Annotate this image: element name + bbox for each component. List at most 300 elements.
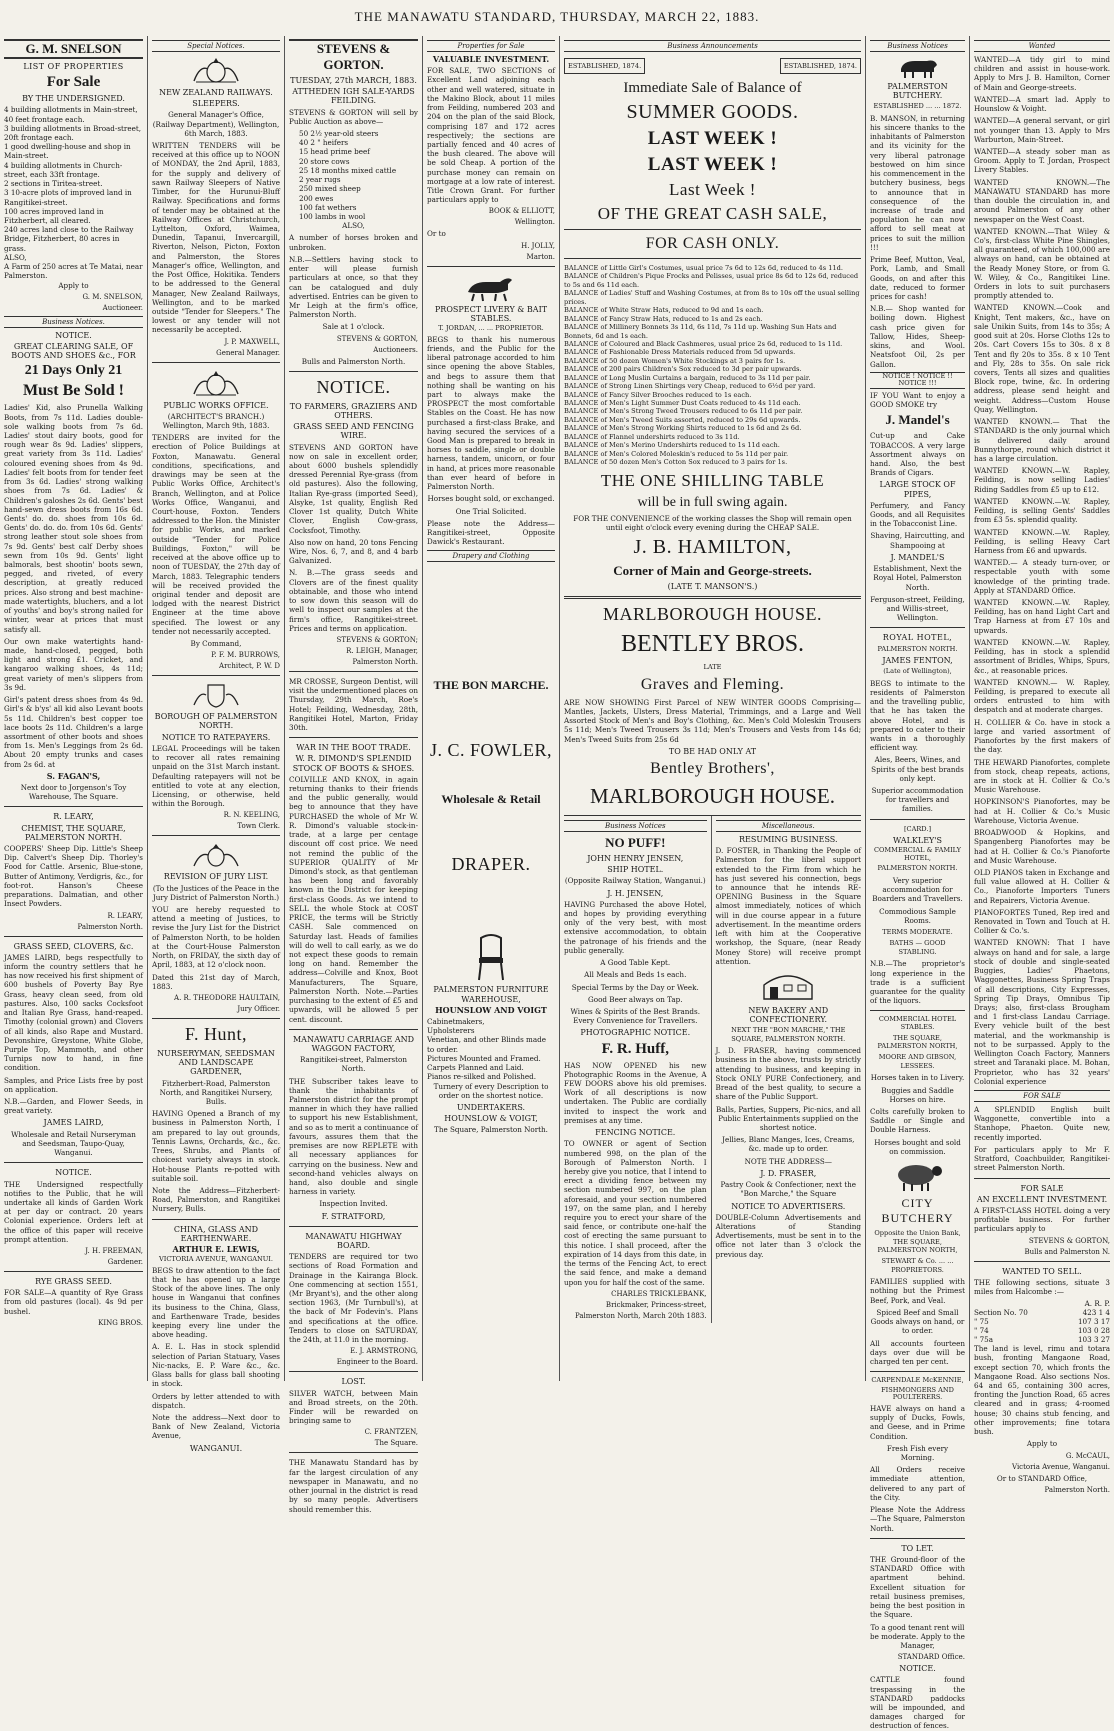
list-item: 100 acres improved land in Fitzherbert, all cleared.	[4, 206, 104, 225]
list-item: BALANCE of 50 dozen Women's White Stockings at 3 pairs for 1s.	[564, 356, 786, 365]
list-item: Upholsterers	[427, 1026, 475, 1036]
huff-name: F. R. Huff,	[601, 1040, 669, 1057]
wanted-sell-heading: WANTED TO SELL.	[1002, 1266, 1082, 1276]
wanted-ad: WANTED.— A steady turn-over, or respectable youth with some knowledge of the printing trade. Apply at STANDARD Office.	[974, 558, 1110, 595]
dated: Dated this 21st day of March, 1883.	[152, 972, 280, 991]
mandel-address: Establishment, Next the Royal Hotel, Palmerston North.	[873, 564, 962, 592]
signature: STEVENS & GORTON;	[336, 635, 418, 644]
wanted-ad: WANTED KNOWN.—Cook and Knight, Tent makers, &c., have on sale Unikin Suits, from 14s to 35s; A good suit at 20s. Horse Cloths 12s to 20s. Cart Covers 15s to 30s. 8 x 8 Tent and fly 20s to 35s. 8 x 10 Tent and Fly, 28s to 35s. On sale rick covers, Tents all sizes and qualities Block rope, twine, &c. In ordering address, please send height and weight. Address—Custom House Quay, Wellington.	[974, 303, 1110, 414]
section-header: Drapery and Clothing	[427, 550, 555, 562]
jordan-text: BEGS to thank his numerous friends, and the Public for the liberal patronage accorded to him since opening the above Stables, and begs to assure them that nothing shall be wanting on his part to always make the PROSPECT the most comfortable Stables on the Coast. He has now purchased a first-class Brake, and having secured the services of a Good Man is prepared to break in horses to saddle, single or double harness, tandem, unicorn, or four in hand, at prices more reasonable than ever heard of before in Palmerston North.	[427, 334, 555, 492]
sale-date: TUESDAY, 27th MARCH, 1883.	[290, 76, 417, 85]
list-item: Cabinetmakers,	[427, 1017, 485, 1027]
royal-crest-icon	[152, 368, 280, 398]
mandel-2: J. MANDEL'S	[890, 552, 945, 562]
section-header: FOR SALE	[974, 1090, 1110, 1102]
bought-sold: Horses bought and sold on commission.	[874, 1137, 961, 1156]
furniture-heading: PALMERSTON FURNITURE WAREHOUSE,	[433, 985, 549, 1004]
sleepers-text: WRITTEN TENDERS will be received at this office up to NOON of MONDAY, the 2nd April, 1883, for the supply and delivery of sawn Railway Sleepers of Native Timber, for the Hurunui-Bluff Railway. Specifications and forms of tender may be obtained at the Railway Offices at Christchurch, Lyttelton, Oxford, Waimea, Dunedin, Tapanui, Invercargill, Riverton, Nelson, Picton, Foxton and Palmerston, the Stores Manager's office, Wellington, and the Post Office, Hokitika. Tenders to be addressed to the General Manager, New Zealand Railways, Wellington, and to be marked outside "Tender for Sleepers." The lowest or any tender will not necessarily be accepted.	[152, 141, 280, 335]
city-butchery: CITY BUTCHERY	[881, 1196, 954, 1226]
opposite: (Opposite Railway Station, Wanganui.)	[564, 876, 706, 886]
samples-text: Samples, and Price Lists free by post on application.	[4, 1075, 143, 1094]
valuable-text: FOR SALE, TWO SECTIONS of Excellent Land adjoining each other and well watered, situate in the Makino Block, about 11 miles from Feilding, numbered 203 and 204 on the plan of the said Block, comprising 187 and 172 acres respectively; the sections are partially fenced and 40 acres of the bush cleared. The above will be sold Cheap. A portion of the purchase money can remain on mortgage at a low rate of interest. Title Crown Grant. For further particulars apply to	[427, 66, 555, 205]
meals: All Meals and Beds 1s each.	[584, 970, 687, 980]
list-item: 20 store cows	[299, 156, 350, 166]
signature-role: Gardener.	[107, 1258, 143, 1267]
signature-place: Bulls and Palmerston North.	[301, 356, 406, 366]
ship-hotel: SHIP HOTEL.	[607, 865, 664, 875]
photo-heading: PHOTOGRAPHIC NOTICE.	[580, 1028, 691, 1038]
chair-icon	[427, 932, 555, 982]
wholesale-retail: Wholesale & Retail	[441, 792, 541, 807]
bentley-bros: BENTLEY BROS.	[620, 631, 805, 658]
list-item: BALANCE of Men's Light Summer Dust Coats reduced to 4s 11d each.	[564, 399, 801, 407]
list-item: 250 mixed sheep	[299, 184, 361, 194]
apply-label: Apply to	[1026, 1439, 1058, 1449]
girls-text: Girl's patent dress shoes from 4s 9d. Girl's & b'ys' all kid also Levant boots 5s 11d. Children's best copper toe lace boots 2s 11d. Children's a large assortment of other boots and shoes from 1s. Men's Leggings from 2s 6d. About 20 empty trunks and cases from 2s 6d. at	[4, 695, 143, 769]
sections-text: The land is level, rimu and totara bush, fronting Mangaone Road, except section 70, which fronts the Mangaone Road. Also sections Nos. 64 and 65, containing 300 acres, fronting the Junction Road, 65 acres cleared and in grass; 4-roomed house; 30 chains stub fencing, and other improvements; fine totara bush.	[974, 1344, 1110, 1437]
laird-name: JAMES LAIRD,	[43, 1118, 104, 1128]
rate-text: LEGAL Proceedings will be taken to recover all rates remaining unpaid on the 31st March instant. Defaulting ratepayers will not be entitled to vote at any election, Licensing, or otherwise, held within the Borough.	[152, 743, 280, 809]
section-label: " 75a	[974, 1335, 994, 1345]
list-item: BALANCE of Men's Strong Working Shirts reduced to 1s 6d and 2s 6d.	[564, 424, 802, 433]
last-week-1: LAST WEEK !	[647, 128, 778, 149]
signature-role: Town Clerk.	[237, 822, 280, 831]
list-item: 50 2½ year-old steers	[299, 129, 379, 138]
list-item: BALANCE of Long Muslin Curtains a bargain, reduced to 3s 11d per pair.	[564, 373, 811, 382]
column-4	[423, 36, 560, 1381]
next-bon: NEXT THE "BON MARCHE," THE SQUARE, PALMERSTON NORTH.	[731, 1026, 846, 1043]
foster-text: D. FOSTER, in Thanking the People of Palmerston for the liberal support extended to the Firm from which he has just severed his connection, begs to announce that he intends RE-OPENING Business in the Square almost immediately, notices of which will in due course appear in a future advertisement. In the meantime orders left with him at the Cooperative workshop, the Square, (near Ready Money Store) will receive prompt attention.	[715, 846, 861, 966]
signature-place: The Square.	[374, 1439, 418, 1448]
investment-heading: AN EXCELLENT INVESTMENT.	[976, 1194, 1108, 1204]
list-item: 3 10-acre plots of improved land in Rangitikei-street.	[4, 188, 132, 207]
wire-text: Also now on hand, 20 tons Fencing Wire, Nos. 6, 7, and 8, and 4 barb Galvanized.	[289, 537, 418, 566]
graves-fleming: Graves and Fleming.	[640, 675, 785, 693]
pwo-text: TENDERS are invited for the erection of Police Buildings at Foxton, Manawatu. General conditions, specifications, and drawings may be seen at the Public Works Office, Architect's Branch, Wellington, and at Police Works Office, Wanganui, and Court-house, Foxton. Tenders addressed to the Hon. the Minister for public Works, and marked outside "Tender for Police Buildings, Foxton," will be received at the above office up to noon of TUESDAY, the 27th day of March, 1883. Telegraphic tenders will be received provided the original tender and deposit are lodged with the nearest District Engineer at the time above specified. The lowest or any tender not necessarily accepted.	[152, 433, 280, 636]
nb-garden-text: N.B.—Garden, and Flower Seeds, in great variety.	[4, 1097, 143, 1116]
or-standard: Or to STANDARD Office,	[996, 1473, 1088, 1483]
marlborough-house: MARLBOROUGH HOUSE.	[589, 783, 836, 808]
signature-manager: R. LEIGH, Manager,	[346, 646, 418, 655]
column-1	[0, 36, 148, 1381]
smoke-text: IF YOU Want to enjoy a GOOD SMOKE try	[870, 390, 965, 410]
property-list	[4, 105, 143, 280]
wanted-ad: BROADWOOD & Hopkins, and Spangenberg Pianofortes may be had at H. Collier & Co.'s Pianoforte and Music Warehouse.	[974, 828, 1110, 865]
signature: R. N. KEELING,	[223, 811, 280, 820]
lewis-name: ARTHUR E. LEWIS,	[172, 1243, 260, 1254]
list-item: Venetian, and other Blinds made to order.	[427, 1035, 546, 1054]
section-header: Wanted	[974, 40, 1110, 52]
fraser-name: J. D. FRASER,	[760, 1168, 817, 1178]
by-command: By Command,	[190, 639, 242, 649]
fraser-text: J. D. FRASER, having commenced business in the above, trusts by strictly attending to business, and keeping in Stock ONLY PURE Confectionery, and Bread of the best quality, to secure a share of the Public Support.	[715, 1046, 861, 1102]
hotel-text: A FIRST-CLASS HOTEL doing a very profitable business. For further particulars apply to	[974, 1205, 1110, 1234]
lewis-address: VICTORIA AVENUE, WANGANUI.	[158, 1255, 274, 1264]
ferguson-text: Ferguson-street, Feilding, and Willis-street, Wellington.	[870, 594, 965, 623]
royal-crest-icon	[152, 841, 280, 869]
list-item: 240 acres land close to the Railway Bridge, Fitzherbert, 80 acres in grass.	[4, 225, 134, 253]
wines: Wines & Spirits of the Best Brands. Every Convenience for Travellers.	[570, 1006, 700, 1026]
list-title: LIST OF PROPERTIES	[23, 62, 124, 71]
undertakers: UNDERTAKERS.	[456, 1102, 526, 1112]
list-item: BALANCE of Little Girl's Costumes, usual price 7s 6d to 12s 6d, reduced to 4s 11d.	[564, 264, 843, 272]
signature: G. McCAUL,	[1065, 1451, 1110, 1460]
wanted-ad: WANTED KNOWN.—W. Rapley, Feilding, is selling Heavy Cart Harness from £6 and upwards.	[974, 527, 1110, 555]
nb-text-2: N. B.—The grass seeds and Clovers are of the finest quality obtainable, and those who intend to sow down this season will do well to inspect our samples at the firm's office, Rangitikei-street. Prices and terms on application.	[289, 568, 418, 633]
list-item: BALANCE of Flannel undershirts reduced to 3s 11d.	[564, 432, 740, 441]
list-item: BALANCE of Children's Pique Frocks and Pelisses, usual price 8s 6d to 12s 6d, reduced to 5s and 6s 11d each.	[564, 272, 859, 289]
let-text: THE Ground-floor of the STANDARD Office with apartment behind. Excellent situation for retail business premises, being the best position in the Square.	[870, 1554, 965, 1620]
signature-date: Palmerston North, March 20th 1883.	[574, 1311, 707, 1320]
section-label: Section No. 70	[974, 1308, 1028, 1318]
for-sale-heading: FOR SALE	[1020, 1183, 1064, 1193]
fishmongers: FISHMONGERS AND POULTERERS.	[881, 1385, 954, 1402]
signature-role: Jury Officer.	[237, 1004, 280, 1013]
list-item: BALANCE of Coloured and Black Cashmeres, usual price 2s 6d, reduced to 1s 11d.	[564, 339, 843, 348]
buggies: Buggies and Saddle Horses on hire.	[881, 1085, 954, 1104]
signature-role: Auctioneers.	[373, 345, 418, 354]
moore-gibson: MOORE AND GIBSON, LESSEES.	[878, 1053, 957, 1070]
jury-heading: REVISION OF JURY LIST.	[163, 872, 269, 882]
superior-text: Superior accommodation for travellers and families.	[871, 786, 964, 814]
sub-column-left	[564, 816, 712, 1323]
for-sale-heading: For Sale	[46, 74, 101, 91]
list-item: 100 fat wethers	[299, 202, 357, 212]
signature-address: Victoria Avenue, Wanganui.	[1012, 1462, 1110, 1471]
carriage-heading: MANAWATU CARRIAGE AND WAGGON FACTORY,	[292, 1034, 415, 1053]
days-heading: 21 Days Only 21	[24, 363, 123, 379]
very-superior: Very superior accommodation for Boarders and Travellers.	[872, 875, 963, 904]
crosse-text: MR CROSSE, Surgeon Dentist, will visit the undermentioned places on Thursday, 29th March, Roe's Hotel; Feilding, Wednesday, 28th, Rangitikei Hotel, Marton, Friday 30th.	[289, 676, 418, 733]
sheep-icon	[870, 1159, 965, 1193]
to-let: TO LET.	[901, 1543, 934, 1553]
please-note: Please Note the Address—The Square, Palmerston North.	[870, 1505, 965, 1533]
bakery-heading: NEW BAKERY AND CONFECTIONERY.	[748, 1006, 829, 1025]
signature: J. H. FREEMAN,	[85, 1247, 143, 1256]
gm-office: General Manager's Office, (Railway Department), Wellington, 6th March, 1883.	[152, 110, 280, 138]
royal-place: PALMERSTON NORTH.	[877, 644, 958, 653]
fenton-name: JAMES FENTON,	[882, 656, 953, 665]
dimond-heading: W. R. DIMOND'S SPLENDID STOCK OF BOOTS & SHOES.	[292, 754, 415, 773]
table-row	[974, 1326, 1110, 1335]
carriage-address: Rangitikei-street, Palmerston North.	[299, 1055, 408, 1074]
shoes-text: Ladies' Kid, also Prunella Walking Boots, from 7s 11d. Ladies double-sole walking boots from 7s 6d. Ladies' stout dairy boots, good for rough wear 8s 9d. Ladies' slippers, great variety from 3s 11d. Ladies' coloured evening shoes from 4s 9d. Ladies' felt boots from for tender feet from 3s 6d. Ladies' strong walking shoes from 7s 6d. Ladies' & Children's galoshes 2s 6d. Gents' best hand-sewn dress boots from 16s 6d. Gents' do. do. shoes from 10s 6d. Gents' do. do. do. from 10s 6d. Gents' strong leather stout sole shoes from 7s 9d. Gents' best calf Derby shoes sewn from 10s 9d. Gents' light balmorals, best shootin' boots sewn, pegged, and riveted, of every description, at greatly reduced prices. Also strong and best machine-made watertights, bluchers, and a lot of youths' and boy's strong nailed for winter, wear at prices that must satisfy all.	[4, 403, 143, 634]
chemist-heading: CHEMIST, THE SQUARE, PALMERSTON NORTH.	[21, 823, 126, 842]
notice-heading: NOTICE.	[899, 1664, 936, 1674]
list-item: A Farm of 250 acres at Te Matai, near Palmerston.	[4, 262, 143, 281]
wanted-ad: WANTED—A tidy girl to mind children and assist in house-work. Apply to Mrs J. B. Hamilton, Corner of Main and George-streets.	[974, 55, 1110, 92]
list-item: BALANCE of Ladies' Stuff and Washing Costumes, at from 8s to 10s off the usual selling prices.	[564, 289, 860, 306]
must-sold-heading: Must Be Sold !	[23, 382, 124, 400]
list-item: 15 head prime beef	[299, 147, 370, 157]
great-cash-sale: OF THE GREAT CASH SALE,	[597, 204, 828, 223]
tenant-text: To a good tenant rent will be moderate. Apply to the Manager,	[870, 1622, 965, 1650]
war-heading: WAR IN THE BOOT TRADE.	[296, 743, 411, 753]
mandel-text: Cut-up and Cake TOBACCOS. A very large Assortment always on hand. Also, the best Brands of Cigars.	[870, 431, 965, 478]
freeman-text: THE Undersigned respectfully notifies to the Public, that he will undertake all kinds of Garden Work at per day or contract. 20 years Colonial experience. Orders left at the office of this paper will receive prompt attention.	[4, 1179, 143, 1244]
list-item: 40 2 " heifers	[299, 138, 349, 148]
prime-text: Prime Beef, Mutton, Veal, Pork, Lamb, and Small Goods, on and after this date, reduced to former prices for cash!	[870, 255, 965, 301]
wanted-ad: WANTED—A general servant, or girl not younger than 13. Apply to Mrs Warburton, Main-Street.	[974, 116, 1110, 144]
list-item: BALANCE of Strong Linen Shirtings very Cheap, reduced to 6½d per yard.	[564, 382, 816, 391]
wanted-ad: H. COLLIER & Co. have in stock a large and varied assortment of Pianofortes by the first makers of the day.	[974, 717, 1110, 755]
special-terms: Special Terms by the Day or Week.	[571, 982, 699, 992]
livery-heading: PROSPECT LIVERY & BAIT STABLES.	[434, 304, 548, 323]
fenton-text: BEGS to intimate to the residents of Palmerston and the travelling public, that he has taken the above Hotel, and is prepared to cater to their wants in a thoroughly efficient way.	[870, 678, 965, 753]
lost-text: SILVER WATCH, between Main and Broad streets, on the 20th. Finder will be rewarded on bringing same to	[289, 1388, 418, 1426]
hunt-address: Fitzherbert-Road, Palmerston North, and Rangitikei Nursery, Bulls.	[159, 1078, 273, 1106]
fs-apply: For particulars apply to Mr F. Stratford, Coachbuilder, Rangitikei-street Palmerston North.	[974, 1144, 1110, 1173]
highway-heading: MANAWATU HIGHWAY BOARD.	[305, 1231, 402, 1250]
advertisers-heading: NOTICE TO ADVERTISERS.	[731, 1201, 846, 1211]
laird-address: Wholesale and Retail Nurseryman and Seedsman, Taupo-Quay, Wanganui.	[11, 1129, 136, 1158]
grass-seed-text: STEVENS AND GORTON have now on sale in excellent order, about 6000 bushels splendidly dressed Perennial Rye-grass (from old pastures). Also the following, Italian Rye-grass (imported Seed), Alsyke, 1st quality, English Red Clover 1st quality, Dutch White Clover, English Cow-grass, Cocksfoot, Timothy.	[289, 442, 418, 535]
commercial-heading: COMMERCIAL & FAMILY HOTEL,	[873, 846, 961, 862]
list-item: BALANCE of Millinery Bonnets 3s 11d, 6s 11d, 7s 11d up. Washing Sun Hats and Bonnets, 6d and 1s each.	[564, 323, 837, 340]
signature: R. LEARY,	[107, 911, 143, 920]
stewart: STEWART & Co. ... ... PROPRIETORS.	[881, 1257, 954, 1274]
borough-crest-icon	[152, 681, 280, 709]
arch-branch: (ARCHITECT'S BRANCH.) Wellington, March 9th, 1883.	[162, 411, 270, 431]
butchery-heading: PALMERSTON BUTCHERY.	[887, 82, 948, 101]
hunt-name: F. Hunt,	[184, 1023, 248, 1044]
signature: J. P. MAXWELL,	[224, 337, 280, 346]
for-cash-only: FOR CASH ONLY.	[645, 235, 780, 252]
lewis-text: BEGS to draw attention to the fact that he has opened up a large Stock of the above lines. The only house in Wanganui that confines its business to the China, Glass, and Earthenware Trade, besides keeping every line under the above heading.	[152, 1265, 280, 1340]
signature: E. J. ARMSTRONG,	[350, 1347, 418, 1356]
lewis-text-2: A. E. L. Has in stock splendid selection of Parian Statuary, Vases Nic-nacks, E. P. Ware &c., &c. Glass balls for glass ball shooting in stock.	[152, 1342, 280, 1389]
ales-text: Ales, Beers, Wines, and Spirits of the best brands only kept.	[871, 755, 964, 783]
stables-address: THE SQUARE, PALMERSTON NORTH,	[877, 1033, 958, 1050]
section-header: Business Notices.	[4, 316, 143, 328]
sg-text: STEVENS & GORTON will sell by Public Auction as above—	[289, 107, 418, 126]
lewis-note: Note the address—Next door to Bank of New Zealand, Victoria Avenue,	[152, 1413, 280, 1441]
stratford-name: F. STRATFORD,	[321, 1211, 386, 1221]
section-value: 103 3 27	[1077, 1335, 1110, 1345]
wanted-ad: OLD PIANOS taken in Exchange and full value allowed at H. Collier & Co., Pianoforte Importers Tuners and Repairers, Victoria Avenue.	[974, 867, 1110, 905]
list-item: 100 lambs in wool	[299, 211, 366, 221]
bakery-icon	[716, 969, 861, 1003]
late-label: LATE	[703, 663, 722, 672]
terms-moderate: TERMS MODERATE.	[882, 928, 953, 936]
notice-bar: NOTICE ! NOTICE !! NOTICE !!!	[870, 372, 965, 389]
nzr-heading: NEW ZEALAND RAILWAYS.	[159, 88, 273, 97]
or-to: Or to	[427, 229, 446, 239]
good-table: A Good Table Kept.	[600, 958, 671, 968]
list-item: Pictures Mounted and Framed.	[427, 1053, 541, 1063]
list-item: 4 building allotments in Main-street, 40 feet frontage each.	[4, 105, 138, 124]
shaving-text: Shaving, Haircutting, and Shampooing at	[870, 531, 965, 550]
list-item: Pianos re-silked and Polished.	[427, 1072, 536, 1082]
convenience-text: FOR THE CONVENIENCE of the working classes the Shop will remain open until eight o'clock every evening during the CHEAP SALE.	[573, 513, 852, 532]
clearing-heading: GREAT CLEARING SALE, OF BOOTS AND SHOES &c., FOR	[11, 341, 136, 361]
list-item: BALANCE of Men's Colored Moleskin's reduced to 5s 11d per pair.	[564, 449, 789, 458]
snelson-firm: G. M. SNELSON	[4, 39, 143, 59]
jury-to: (To the Justices of the Peace in the Jury District of Palmerston North.)	[152, 883, 280, 902]
section-header: Business Announcements	[564, 40, 861, 52]
wanted-ad: WANTED KNOWN.—W. Rapley, Feilding, has on hand Light Cart and Trap Harness at from £7 10s and upwards.	[974, 598, 1110, 635]
draper-heading: DRAPER.	[451, 854, 531, 875]
section-label: " 75	[974, 1317, 989, 1327]
masthead: THE MANAWATU STANDARD, THURSDAY, MARCH 22, 1883.	[354, 9, 760, 24]
card-label: [CARD.]	[903, 824, 932, 833]
wanted-ad: WANTED KNOWN.—W. Rapley, Feilding, has in stock a splendid assortment of Bridles, Whips, Spurs, &c., at reasonable prices.	[974, 637, 1110, 675]
signature-place: Bulls and Palmerston N.	[1024, 1247, 1110, 1256]
full-swing: will be in full swing again.	[637, 494, 788, 510]
cattle-text: CATTLE found trespassing in the STANDARD paddocks will be impounded, and damages charged for destruction of fences.	[870, 1675, 965, 1731]
sample-rooms: Commodious Sample Rooms.	[879, 906, 956, 925]
walkley-nb: N.B.—The proprietor's long experience in the trade is a sufficient guarantee for the quality of the liquors.	[870, 959, 965, 1006]
list-item: BALANCE of White Straw Hats, reduced to 9d and 1s each.	[564, 306, 764, 315]
signature-role: Brickmaker, Princess-street,	[605, 1300, 707, 1309]
highway-text: TENDERS are required tor two sections of Road Formation and Drainage in the Kairanga Block. One commencing at section 1551, (Mr Bryant's), and the other along section 1963, (Mr Turnbull's), at the back of Mr Fodevin's. Plans and specifications at the office. Tenders to close on SATURDAY, the 24th, at 11.0 in the morning.	[289, 1252, 418, 1345]
section-label: " 74	[974, 1326, 989, 1336]
signature: C. FRANTZEN,	[364, 1428, 418, 1437]
bentley-brothers: Bentley Brothers',	[650, 759, 775, 777]
signature-role: General Manager.	[216, 348, 280, 357]
summer-goods: SUMMER GOODS.	[626, 101, 799, 123]
own-make-text: Our own make watertights hand-made, hand-closed, pegged, both light and strong £1. Cricket, and kangaroo walking shoes, 4s 11d; great variety of men's slippers from 3s 9d.	[4, 636, 143, 692]
stables-heading: COMMERCIAL HOTEL STABLES.	[878, 1015, 957, 1031]
orders-text: All Orders receive immediate attention, delivered to any part of the City.	[870, 1465, 965, 1502]
wanted-ad: WANTED—A steady sober man as Groom. Apply to T. Jordan, Prospect Livery Stables.	[974, 146, 1110, 175]
bull-icon	[870, 55, 965, 79]
established-right: ESTABLISHED, 1874.	[780, 58, 861, 74]
wanted-ad: WANTED KNOWN.— That the STANDARD is the only journal which is delivered daily around Bunnythorpe, round which district it has a large circulation.	[974, 417, 1110, 463]
balls-text: Balls, Parties, Suppers, Pic-nics, and all Public Entertainments supplied on the shortest notice.	[715, 1104, 861, 1133]
trades-list	[427, 1017, 555, 1082]
carp-text: HAVE always on hand a supply of Ducks, Fowls, and Geese, and in Prime Condition.	[870, 1403, 965, 1441]
wanganui: WANGANUI.	[189, 1443, 243, 1453]
list-item: BALANCE of Men's Tweed Suits assorted, reduced to 29s 6d upwards.	[564, 415, 801, 424]
signature-role: Auctioneer.	[102, 303, 143, 312]
wanted-ad: WANTED KNOWN: That I have always on hand and for sale, a large stock of double and single-seated Buggies, Ladies' Phaetons, Waggonettes, Business Spring Traps of all descriptions, City Expresses, Spring Tip Drays, Omnibus Tip Drays; also, first-class Brougham and 1 first-class Landau Carriage. Every vehicle built of the best material, and the workmanship is not to be surpassed. Apply to the Wellington Coach Factory, Manners street and Taranaki place. M. Bohan, Proprietor, who has 32 years' Colonial experience	[974, 938, 1110, 1086]
jensen-2: J. H. JENSEN,	[607, 888, 664, 898]
nb-text: N.B.—Settlers having stock to enter will please furnish particulars at once, so that they can be catalogued and duly advertised. Entries can be given to Mr Leigh at the firm's office, Palmerston North.	[289, 254, 418, 320]
bon-marche: THE BON MARCHE.	[433, 678, 549, 693]
last-week-2: LAST WEEK !	[647, 154, 778, 175]
fencing-text: TO OWNER or agent of Section numbered 998, on the plan of the Borough of Palmerston North. I hereby give you notice, that I intend to erect a dividing fence between my section numbered 997, on the plan aforesaid, and your section numbered 197, on the same plan, and I hereby require you to erect your share of the said fence, or contribute one-half the cost of erecting the same pursuant to this notice. I shall proceed, after the expiration of 14 days from this date, in the terms of the Fencing Act, to erect the said fence, and make a demand upon you for half the cost of the same.	[564, 1139, 707, 1287]
section-value: 423 1 4	[1082, 1308, 1110, 1318]
sale-at: Sale at 1 o'clock.	[322, 322, 385, 332]
horses-bought: Horses bought sold, or exchanged.	[427, 494, 555, 504]
balance-list	[564, 264, 861, 467]
column-2	[148, 36, 285, 1453]
by-undersigned: BY THE UNDERSIGNED.	[22, 94, 125, 104]
no-puff: NO PUFF!	[605, 834, 666, 850]
section-header: Properties for Sale	[427, 40, 555, 52]
notice-heading: NOTICE.	[55, 330, 92, 340]
list-item: 4 building allotments in Church-street, each 33ft frontage.	[4, 160, 123, 179]
signature: KING BROS.	[98, 1318, 143, 1327]
valuable-heading: VALUABLE INVESTMENT.	[432, 54, 550, 64]
hunt-sub: NURSERYMAN, SEEDSMAN AND LANDSCAPE GARDENER,	[157, 1048, 275, 1077]
corner-streets: Corner of Main and George-streets.	[613, 562, 812, 578]
section-header: Business Notices	[564, 820, 707, 832]
wanted-ad: HOPKINSON'S Pianofortes, may be had at H. Collier & Co.'s Music Warehouse, Victoria Avenue.	[974, 797, 1110, 825]
sections-header	[974, 1299, 1110, 1308]
fs-text: A SPLENDID English built Waggonette, convertible into a Stanhope, Phaeton. Quite new, recently imported.	[974, 1104, 1110, 1142]
fencing-heading: FENCING NOTICE.	[595, 1128, 676, 1138]
signature-place: Marton.	[526, 252, 555, 261]
signature-place: Palmerston North.	[77, 922, 143, 931]
sale-yards: ATTHEDEN IGH SALE-YARDS FEILDING.	[292, 87, 415, 106]
ratepayers-heading: NOTICE TO RATEPAYERS.	[161, 732, 271, 742]
perfumery-text: Perfumery, and Fancy Goods, and all Requisites in the Tobacconist Line.	[870, 500, 965, 529]
spiced-text: Spiced Beef and Small Goods always on hand, or to order.	[870, 1307, 965, 1336]
colts: Colts carefully broken to Saddle or Single and Double Harness.	[870, 1106, 965, 1135]
list-item: ALSO,	[4, 252, 27, 262]
fagan-address: Next door to Jorgenson's Toy Warehouse, The Square.	[20, 783, 127, 802]
wanted-ad: WANTED—A smart lad. Apply to Hounslow & Voight.	[974, 94, 1110, 114]
note-address: NOTE THE ADDRESS—	[744, 1156, 832, 1166]
jensen-name: JOHN HENRY JENSEN,	[587, 853, 684, 863]
to-be-had: TO BE HAD ONLY AT	[668, 746, 757, 756]
nb-text: N.B.— Shop wanted for boiling down. Highest cash price given for Tallow, Hides, Sheep-skins, and Wool. Neatsfoot Oil, 2s per Gallon.	[870, 304, 965, 369]
list-item: 200 ewes	[299, 193, 334, 203]
notice-heading: NOTICE.	[55, 1168, 92, 1178]
dimond-text: COLVILLE AND KNOX, in again returning thanks to their friends and the public generally, would beg to announce that they have PURCHASED the whole of Mr W. R. Dimond's valuable stock-in-trade, at a large per centage discount off cost price. We need not remind the public of the SUPERIOR QUALITY of Mr Dimond's stock, as that gentleman has been long and favorably known in the District for keeping first-class Goods. As we intend to SELL the whole Stock at COST PRICE, the terms will be Strictly CASH. Sale commenced on Saturday last. Heads of families will do well to call early, as we do not expect these goods to remain long on hand. Remember the address—Colville and Knox, Boot Manufacturers, The Square, Palmerston North. Note.—Parties purchasing to the extent of £5 and upwards, will be allowed 5 per cent. discount.	[289, 774, 418, 1024]
list-item: 1 good dwelling-house and shop in Main-street.	[4, 142, 131, 161]
hamilton-name: J. B. HAMILTON,	[633, 535, 792, 558]
hunt-text: HAVING Opened a Branch of my business in Palmerston North, I am prepared to lay out grounds, Tennis Lawns, Orchards, &c., &c. Trees, Shrubs, and Plants of choicest variety always in stock. Hot-house Plants re-potted with suitable soil.	[152, 1109, 280, 1183]
families-text: FAMILIES supplied with nothing but the Primest Beef, Pork, and Veal.	[870, 1277, 965, 1305]
list-item: 25 18 months mixed cattle	[299, 165, 397, 175]
marlborough-heading: MARLBOROUGH HOUSE.	[602, 604, 822, 625]
signature: H. JOLLY,	[521, 241, 555, 250]
signature-role: Architect, P. W. D	[219, 662, 280, 671]
list-item: BALANCE of Men's Merino Undershirts reduced to 1s 11d each.	[564, 441, 780, 450]
pipes-heading: LARGE STOCK OF PIPES,	[879, 480, 956, 499]
signature: CHARLES TRICKLEBANK,	[611, 1289, 707, 1298]
signature: STEVENS & GORTON,	[336, 334, 418, 343]
immediate-sale: Immediate Sale of Balance of	[623, 80, 802, 96]
leary-name: R. LEARY,	[53, 812, 94, 822]
horses-livery: Horses taken in to Livery.	[870, 1073, 965, 1083]
beer: Good Beer always on Tap.	[588, 994, 683, 1004]
accounts-text: All accounts fourteen days over due will be charged ten per cent.	[870, 1338, 965, 1366]
city-opposite: Opposite the Union Bank, THE SQUARE, PALMERSTON NORTH,	[874, 1229, 961, 1254]
list-item: BALANCE of Fancy Straw Hats, reduced to 1s and 2s each.	[564, 314, 763, 323]
column-7	[970, 36, 1114, 1494]
notice-heading: NOTICE.	[316, 376, 391, 397]
list-item: Carpets Planned and Laid.	[427, 1063, 524, 1073]
royal-hotel: ROYAL HOTEL,	[882, 633, 953, 643]
signature-place: Palmerston North.	[352, 657, 418, 666]
borough-heading: BOROUGH OF PALMERSTON NORTH.	[154, 712, 278, 731]
inspection: Inspection Invited.	[319, 1199, 388, 1209]
rye-text: FOR SALE—A quantity of Rye Grass from old pastures (local). 4s 9d per bushel.	[4, 1288, 143, 1316]
sections-head: A. R. P.	[1084, 1299, 1110, 1309]
table-row	[974, 1308, 1110, 1317]
manson-text: B. MANSON, in returning his sincere thanks to the inhabitants of Palmerston and its vicinity for the very liberal patronage bestowed on him since his commencement in the butchery business, begs to announce that in consequence of the increase of trade and population he can now afford to sell meat at prices to suit the million !!!	[870, 113, 965, 252]
china-heading: CHINA, GLASS AND EARTHENWARE.	[173, 1224, 259, 1243]
signature-place: Wellington.	[514, 218, 555, 227]
sleepers-heading: SLEEPERS.	[192, 99, 240, 109]
established-row	[564, 55, 861, 77]
established-left: ESTABLISHED, 1874.	[564, 58, 645, 74]
stevens-gorton-heading: STEVENS & GORTON.	[289, 39, 418, 73]
to-farmers: TO FARMERS, GRAZIERS AND OTHERS.	[289, 401, 418, 420]
signature: STEVENS & GORTON,	[1028, 1236, 1110, 1245]
fagan-name: S. FAGAN'S,	[46, 770, 101, 781]
fresh-fish: Fresh Fish every Morning.	[886, 1443, 949, 1463]
hv2-name: HOUNSLOW & VOIGT,	[444, 1114, 538, 1124]
signature: P. F. M. BURROWS,	[211, 651, 280, 660]
laird-text: JAMES LAIRD, begs respectfully to inform the country settlers that he has now received his first shipment of 600 bushels of Poverty Bay Rye Grass, heavy clean seed, from old pastures. Also, 100 sacks Cocksfoot and Italian Rye Grass, hand-reaped. Timothy (colonial grown) and Clovers of all kinds, also Rape and Mustard. Devonshire, Greystone, White Globe, Purple Top, Mammoth, and other Turnips now to hand, in fine condition.	[4, 952, 143, 1073]
list-item: BALANCE of Men's Strong Tweed Trousers reduced to 6s 11d per pair.	[564, 407, 803, 416]
